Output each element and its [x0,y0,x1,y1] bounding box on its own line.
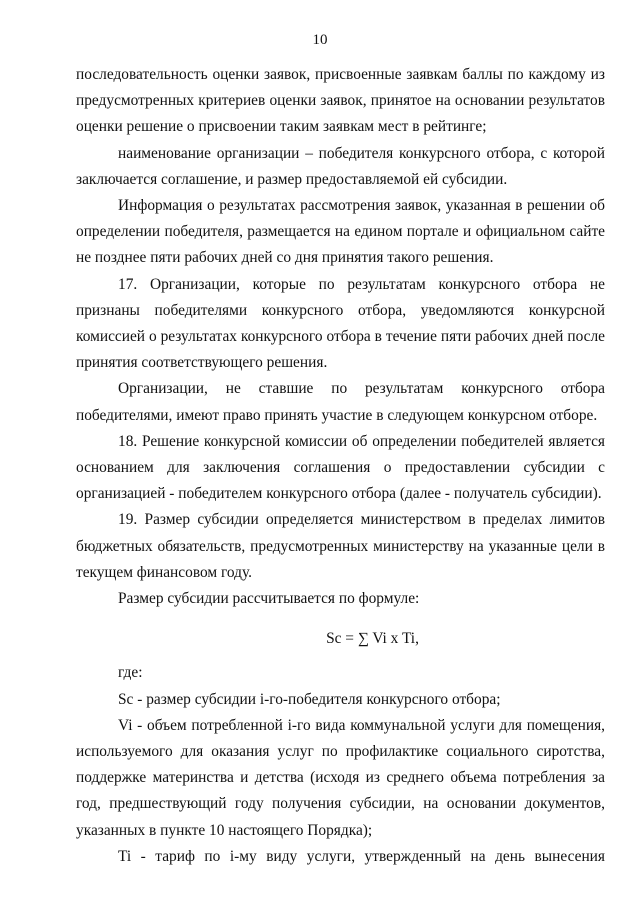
definition-where: где: [118,664,143,682]
definition-sc: Sc - размер субсидии i-го-победителя конкурсного отбора; [118,690,501,708]
paragraph-19-subsidy-size: 19. Размер субсидии определяется министерством в пределах лимитов бюджетных обязательств, предусмотренных министерству на указанные цели в текущем финансовом году. [76,511,605,581]
definition-ti: Ti - тариф по i-му виду услуги, утвержденный на день вынесения [118,847,605,865]
paragraph-formula-intro: Размер субсидии рассчитывается по формуле: [118,590,420,608]
paragraph-17-notification: 17. Организации, которые по результатам конкурсного отбора не признаны победителями конкурсного отбора, уведомляются конкурсной комиссией о результатах конкурсного отбора в течение пяти рабочих дней после принятия соответствующего решения. [76,275,605,372]
document-body [76,62,605,870]
definition-vi: Vi - объем потребленной i-го вида коммунальной услуги для помещения, используемого для оказания услуг по профилактике социального сиротства, поддержке материнства и детства (исходя из среднего объема потребления за год, предшествующий году получения субсидии, на основании документов, указанных в пункте 10 настоящего Порядка); [76,716,605,839]
paragraph-winner-name: наименование организации – победителя конкурсного отбора, с которой заключается соглашение, и размер предоставляемой ей субсидии. [76,144,605,188]
paragraph-results-info: Информация о результатах рассмотрения заявок, указанная в решении об определении победителя, размещается на едином портале и официальном сайте не позднее пяти рабочих дней со дня принятия такого решения. [76,197,605,267]
paragraph-18-decision: 18. Решение конкурсной комиссии об определении победителей является основанием для заключения соглашения о предоставлении субсидии с организацией - победителем конкурсного отбора (далее - получатель субсидии). [76,432,605,503]
paragraph-rating-order: последовательность оценки заявок, присвоенные заявкам баллы по каждому из предусмотренных критериев оценки заявок, принятое на основании результатов оценки решение о присвоении таким заявкам мест в рейтинге; [76,66,605,136]
subsidy-formula: Sc = ∑ Vi x Ti, [326,630,419,648]
page-number: 10 [312,32,328,48]
paragraph-non-winners: Организации, не ставшие по результатам конкурсного отбора победителями, имеют право принять участие в следующем конкурсном отборе. [76,380,605,424]
